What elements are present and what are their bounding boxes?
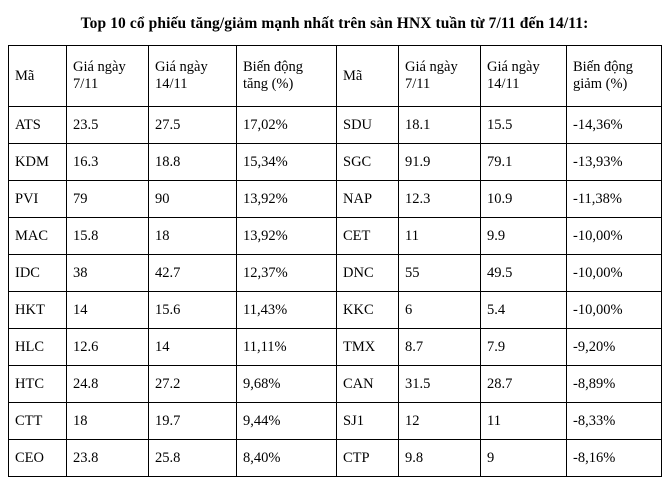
- cell-loser-code: CET: [337, 218, 399, 255]
- cell-loser-price-end: 5.4: [481, 292, 567, 329]
- cell-gainer-price-end: 18: [149, 218, 237, 255]
- cell-loser-change: -10,00%: [567, 218, 662, 255]
- cell-loser-code: DNC: [337, 255, 399, 292]
- cell-loser-code: SGC: [337, 144, 399, 181]
- cell-gainer-change: 17,02%: [237, 107, 337, 144]
- cell-loser-price-start: 11: [399, 218, 481, 255]
- cell-gainer-code: HTC: [9, 366, 67, 403]
- cell-loser-price-start: 12: [399, 403, 481, 440]
- cell-loser-code: NAP: [337, 181, 399, 218]
- table-row: [9, 218, 662, 255]
- cell-gainer-code: HLC: [9, 329, 67, 366]
- cell-gainer-price-end: 18.8: [149, 144, 237, 181]
- cell-loser-change: -10,00%: [567, 255, 662, 292]
- cell-gainer-code: PVI: [9, 181, 67, 218]
- cell-gainer-price-end: 27.5: [149, 107, 237, 144]
- column-header-losers-price-end: Giá ngày 14/11: [481, 46, 567, 107]
- cell-gainer-change: 13,92%: [237, 218, 337, 255]
- cell-loser-price-end: 28.7: [481, 366, 567, 403]
- cell-loser-change: -8,89%: [567, 366, 662, 403]
- cell-gainer-code: MAC: [9, 218, 67, 255]
- cell-gainer-price-start: 38: [67, 255, 149, 292]
- column-header-losers-price-start: Giá ngày 7/11: [399, 46, 481, 107]
- cell-gainer-price-end: 90: [149, 181, 237, 218]
- cell-loser-price-end: 7.9: [481, 329, 567, 366]
- table-header: [9, 46, 662, 107]
- column-header-gainers-change: Biến động tăng (%): [237, 46, 337, 107]
- cell-loser-price-start: 55: [399, 255, 481, 292]
- cell-gainer-price-end: 25.8: [149, 440, 237, 477]
- cell-loser-price-start: 91.9: [399, 144, 481, 181]
- cell-gainer-price-start: 15.8: [67, 218, 149, 255]
- cell-loser-change: -14,36%: [567, 107, 662, 144]
- cell-gainer-code: ATS: [9, 107, 67, 144]
- cell-loser-change: -10,00%: [567, 292, 662, 329]
- cell-loser-change: -13,93%: [567, 144, 662, 181]
- cell-loser-code: SDU: [337, 107, 399, 144]
- cell-loser-code: KKC: [337, 292, 399, 329]
- cell-loser-price-start: 31.5: [399, 366, 481, 403]
- cell-gainer-price-end: 27.2: [149, 366, 237, 403]
- table-row: [9, 366, 662, 403]
- table-row: [9, 440, 662, 477]
- cell-loser-change: -8,16%: [567, 440, 662, 477]
- cell-gainer-change: 9,44%: [237, 403, 337, 440]
- cell-loser-price-start: 18.1: [399, 107, 481, 144]
- cell-gainer-change: 13,92%: [237, 181, 337, 218]
- cell-gainer-change: 9,68%: [237, 366, 337, 403]
- cell-loser-price-end: 9.9: [481, 218, 567, 255]
- table-row: [9, 181, 662, 218]
- column-header-gainers-price-start: Giá ngày 7/11: [67, 46, 149, 107]
- column-header-gainers-price-end: Giá ngày 14/11: [149, 46, 237, 107]
- cell-loser-code: TMX: [337, 329, 399, 366]
- cell-gainer-price-start: 14: [67, 292, 149, 329]
- page-title: Top 10 cổ phiếu tăng/giảm mạnh nhất trên sàn HNX tuần từ 7/11 đến 14/11:: [80, 15, 589, 32]
- cell-loser-change: -9,20%: [567, 329, 662, 366]
- table-row: [9, 329, 662, 366]
- column-header-losers-code: Mã: [337, 46, 399, 107]
- cell-loser-price-end: 11: [481, 403, 567, 440]
- cell-loser-price-start: 9.8: [399, 440, 481, 477]
- cell-gainer-price-start: 16.3: [67, 144, 149, 181]
- cell-loser-price-start: 8.7: [399, 329, 481, 366]
- cell-loser-change: -8,33%: [567, 403, 662, 440]
- cell-gainer-price-start: 24.8: [67, 366, 149, 403]
- cell-gainer-price-start: 18: [67, 403, 149, 440]
- cell-gainer-change: 8,40%: [237, 440, 337, 477]
- cell-loser-change: -11,38%: [567, 181, 662, 218]
- cell-loser-code: CTP: [337, 440, 399, 477]
- cell-loser-price-start: 6: [399, 292, 481, 329]
- table-body: [9, 107, 662, 477]
- cell-loser-price-end: 79.1: [481, 144, 567, 181]
- cell-gainer-change: 11,11%: [237, 329, 337, 366]
- cell-gainer-code: CTT: [9, 403, 67, 440]
- cell-gainer-price-start: 23.5: [67, 107, 149, 144]
- cell-gainer-price-start: 12.6: [67, 329, 149, 366]
- cell-gainer-change: 11,43%: [237, 292, 337, 329]
- cell-loser-price-end: 49.5: [481, 255, 567, 292]
- cell-loser-price-end: 15.5: [481, 107, 567, 144]
- cell-loser-price-end: 10.9: [481, 181, 567, 218]
- cell-gainer-price-end: 14: [149, 329, 237, 366]
- cell-gainer-price-end: 15.6: [149, 292, 237, 329]
- table-header-row: [9, 46, 662, 107]
- cell-gainer-change: 12,37%: [237, 255, 337, 292]
- cell-gainer-price-start: 79: [67, 181, 149, 218]
- cell-gainer-code: HKT: [9, 292, 67, 329]
- stock-movers-table: [8, 45, 662, 477]
- table-row: [9, 403, 662, 440]
- cell-loser-price-start: 12.3: [399, 181, 481, 218]
- cell-gainer-code: IDC: [9, 255, 67, 292]
- column-header-gainers-code: Mã: [9, 46, 67, 107]
- cell-gainer-code: CEO: [9, 440, 67, 477]
- cell-gainer-code: KDM: [9, 144, 67, 181]
- column-header-losers-change: Biến động giảm (%): [567, 46, 662, 107]
- table-row: [9, 107, 662, 144]
- cell-gainer-price-end: 19.7: [149, 403, 237, 440]
- table-row: [9, 255, 662, 292]
- cell-gainer-change: 15,34%: [237, 144, 337, 181]
- table-row: [9, 144, 662, 181]
- cell-loser-code: CAN: [337, 366, 399, 403]
- cell-gainer-price-start: 23.8: [67, 440, 149, 477]
- cell-loser-code: SJ1: [337, 403, 399, 440]
- table-row: [9, 292, 662, 329]
- cell-loser-price-end: 9: [481, 440, 567, 477]
- cell-gainer-price-end: 42.7: [149, 255, 237, 292]
